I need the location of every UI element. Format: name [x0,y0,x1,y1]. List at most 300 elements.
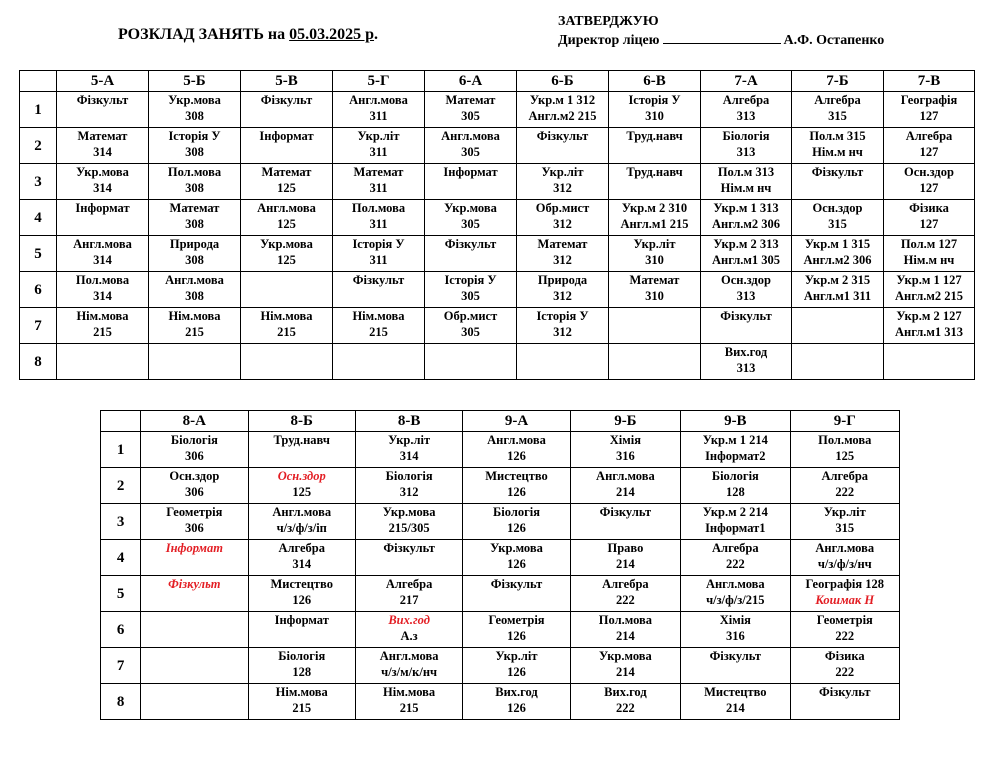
lesson-cell [681,576,790,612]
lesson-number: 5 [20,236,57,272]
subject-text: Мистецтво [485,469,548,483]
subject-text: Укр.м 1 127 [896,273,962,287]
class-header: 8-А [141,411,248,432]
room-text: А.з [400,629,418,643]
room-text: 308 [185,145,204,159]
room-text: 125 [835,449,855,463]
subject-text: Біологія [711,469,759,483]
room-text: Англ.м2 306 [711,217,781,231]
subject-text: Пол.м 315 [809,129,866,143]
subject-text: Фізкульт [536,129,589,143]
lesson-cell [884,92,975,128]
subject-text: Вих.год [495,685,538,699]
lesson-cell [463,648,570,684]
room-text: 125 [292,485,312,499]
subject-text: Фізкульт [709,649,762,663]
lesson-cell [609,164,701,200]
subject-text: Пол.м 127 [900,237,958,251]
lesson-cell [425,200,517,236]
lesson-number: 6 [20,272,57,308]
subject-text: Англ.мова [815,541,875,555]
lesson-row [20,236,975,272]
subject-text: Укр.мова [168,93,221,107]
subject-text: Англ.мова [257,201,316,215]
lesson-cell [570,684,680,720]
lesson-cell [149,308,241,344]
room-text: 308 [185,181,204,195]
subject-text: Укр.м 2 214 [702,505,768,519]
lesson-cell [517,92,609,128]
subject-text: Фізкульт [383,541,435,555]
subject-text: Природа [537,273,588,287]
room-text: 126 [507,485,526,499]
approve-label: ЗАТВЕРДЖУЮ [558,14,659,29]
lesson-cell [241,200,333,236]
lesson-row [20,308,975,344]
lesson-cell [517,164,609,200]
lesson-cell [141,612,248,648]
lesson-number: 2 [101,468,141,504]
subject-text: Фізкульт [168,577,221,591]
lesson-cell [248,468,355,504]
lesson-cell [57,164,149,200]
room-text: 305 [461,145,480,159]
room-text: 125 [277,217,296,231]
lesson-cell [884,236,975,272]
lesson-cell [884,308,975,344]
room-text: 126 [507,557,526,571]
title-text: РОЗКЛАД ЗАНЯТЬ на [118,26,286,43]
room-text: 315 [835,521,855,535]
lesson-cell [517,236,609,272]
subject-text: Труд.навч [626,165,683,179]
subject-text: Історія У [168,129,221,143]
room-text: 126 [507,701,526,715]
subject-text: Біологія [722,129,770,143]
lesson-cell [570,468,680,504]
lesson-cell [884,272,975,308]
lesson-cell [701,92,792,128]
subject-text: Фізкульт [76,93,129,107]
subject-text: Укр.м 2 127 [896,309,962,323]
room-text: 126 [292,593,312,607]
lesson-row [101,648,900,684]
lesson-cell [792,236,884,272]
subject-text: Алгебра [905,129,953,143]
lesson-number: 7 [101,648,141,684]
signature-line [663,31,781,44]
lesson-cell [701,236,792,272]
room-text: 308 [185,253,204,267]
lesson-cell [517,128,609,164]
subject-text: Осн.здор [169,469,220,483]
class-header: 6-Б [517,71,609,92]
subject-text: Інформат [165,541,223,555]
lesson-cell [141,504,248,540]
lesson-cell [57,236,149,272]
room-text: 127 [919,217,939,231]
room-text: 215 [93,325,112,339]
lesson-number: 1 [20,92,57,128]
room-text: 126 [507,521,526,535]
lesson-cell [149,272,241,308]
room-text: 305 [461,289,480,303]
room-text: 222 [835,629,855,643]
subject-text: Алгебра [814,93,861,107]
subject-text: Фізкульт [599,505,652,519]
lesson-cell [570,504,680,540]
room-text: 128 [292,665,312,679]
room-text: 314 [292,557,312,571]
subject-text: Укр.м 1 214 [702,433,768,447]
subject-text: Англ.мова [165,273,224,287]
subject-text: Природа [169,237,220,251]
subject-text: Укр.літ [495,649,538,663]
room-text: 311 [369,145,388,159]
subject-text: Фізкульт [444,237,497,251]
room-text: 215 [277,325,296,339]
subject-text: Пол.мова [75,273,130,287]
lesson-row [101,684,900,720]
subject-text: Пол.м 313 [717,165,775,179]
lesson-cell [609,308,701,344]
room-text: 314 [93,253,112,267]
room-text: 306 [184,449,204,463]
subject-text: Нім.мова [168,309,221,323]
subject-text: Нім.мова [76,309,129,323]
class-header: 5-А [57,71,149,92]
room-text: 305 [461,109,480,123]
lesson-cell [790,612,899,648]
room-text: 315 [828,109,847,123]
lesson-cell [355,576,462,612]
subject-text: Англ.мова [487,433,546,447]
lesson-cell [248,432,355,468]
room-text: 127 [919,109,939,123]
lesson-cell [681,504,790,540]
lesson-cell [681,540,790,576]
lesson-cell [241,92,333,128]
lesson-cell [425,236,517,272]
room-text: 308 [185,289,204,303]
schedule-date: 05.03.2025 р [289,26,375,43]
lesson-cell [149,128,241,164]
room-text: ч/з/ф/з/нч [817,557,872,571]
room-text: 127 [919,181,939,195]
subject-text: Укр.мова [260,237,313,251]
lesson-cell [425,128,517,164]
lesson-cell [57,200,149,236]
lesson-cell [570,648,680,684]
lesson-cell [463,612,570,648]
subject-text: Англ.мова [272,505,332,519]
room-text: Нім.м нч [903,253,955,267]
room-text: 222 [835,665,855,679]
room-text: 126 [507,629,526,643]
class-header: 6-В [609,71,701,92]
room-text: 311 [369,181,388,195]
subject-text: Укр.м 2 310 [621,201,688,215]
lesson-cell [609,236,701,272]
lesson-cell [248,684,355,720]
room-text: ч/з/ф/з/іп [276,521,327,535]
room-text: 128 [725,485,745,499]
room-text: Нім.м нч [720,181,772,195]
lesson-cell [425,272,517,308]
lesson-cell [57,92,149,128]
room-text: 308 [185,109,204,123]
subject-text: Історія У [536,309,589,323]
room-text: 222 [616,701,635,715]
room-text: 126 [507,449,526,463]
lesson-row [20,200,975,236]
class-header: 8-Б [248,411,355,432]
subject-text: Алгебра [278,541,325,555]
lesson-cell [681,684,790,720]
subject-text: Географія 128 [805,577,884,591]
lesson-row [101,504,900,540]
subject-text: Математ [445,93,496,107]
lesson-row [20,344,975,380]
room-text: Кошмак Н [815,593,875,607]
lesson-cell [248,504,355,540]
lesson-cell [141,540,248,576]
lesson-cell [241,236,333,272]
room-text: 310 [645,109,664,123]
subject-text: Хімія [609,433,642,447]
subject-text: Пол.мова [818,433,872,447]
corner-cell [20,71,57,92]
room-text: 214 [725,701,745,715]
subject-text: Математ [169,201,220,215]
room-text: Нім.м нч [812,145,863,159]
room-text: 125 [277,181,296,195]
schedule-table-5-7 [19,70,975,380]
subject-text: Укр.мова [382,505,436,519]
subject-text: Англ.мова [73,237,132,251]
subject-text: Математ [629,273,680,287]
room-text: 310 [645,289,664,303]
lesson-row [101,540,900,576]
subject-text: Укр.м 2 313 [713,237,779,251]
lesson-cell [701,308,792,344]
room-text: 215 [185,325,204,339]
lesson-number: 3 [20,164,57,200]
lesson-cell [333,272,425,308]
lesson-cell [517,272,609,308]
room-text: 215/305 [388,521,430,535]
lesson-cell [57,128,149,164]
room-text: 306 [184,485,204,499]
subject-text: Вих.год [724,345,768,359]
room-text: ч/з/ф/з/215 [706,593,765,607]
lesson-cell [355,612,462,648]
room-text: 316 [616,449,635,463]
class-header: 7-В [884,71,975,92]
room-text: 313 [736,289,756,303]
subject-text: Фізика [909,201,949,215]
subject-text: Хімія [719,613,751,627]
lesson-row [20,272,975,308]
lesson-cell [425,164,517,200]
class-header: 7-А [701,71,792,92]
class-header: 6-А [425,71,517,92]
lesson-row [101,612,900,648]
subject-text: Укр.літ [388,433,431,447]
lesson-cell [570,540,680,576]
lesson-cell [355,684,462,720]
lesson-cell [609,272,701,308]
room-text: 215 [369,325,388,339]
room-text: 214 [616,557,635,571]
lesson-cell [141,432,248,468]
lesson-cell [355,468,462,504]
lesson-row [101,468,900,504]
lesson-cell [517,344,609,380]
subject-text: Фізкульт [352,273,405,287]
lesson-cell [792,164,884,200]
subject-text: Труд.навч [273,433,330,447]
room-text: 314 [93,181,112,195]
lesson-cell [792,344,884,380]
class-header: 8-В [355,411,462,432]
room-text: Англ.м2 215 [894,289,964,303]
schedule-title [118,26,378,44]
subject-text: Геометрія [488,613,545,627]
room-text: Англ.м1 305 [711,253,781,267]
subject-text: Біологія [278,649,326,663]
class-header: 9-В [681,411,790,432]
room-text: 222 [835,485,855,499]
lesson-cell [792,92,884,128]
lesson-cell [884,200,975,236]
lesson-cell [425,344,517,380]
lesson-cell [790,576,899,612]
lesson-number: 5 [101,576,141,612]
lesson-cell [701,272,792,308]
lesson-number: 4 [20,200,57,236]
lesson-cell [790,504,899,540]
lesson-row [20,164,975,200]
lesson-number: 1 [101,432,141,468]
subject-text: Укр.м 2 315 [804,273,871,287]
subject-text: Осн.здор [812,201,863,215]
lesson-cell [248,576,355,612]
lesson-cell [884,128,975,164]
subject-text: Нім.мова [383,685,436,699]
lesson-cell [149,164,241,200]
room-text: 312 [553,217,572,231]
lesson-cell [149,344,241,380]
lesson-cell [149,92,241,128]
room-text: 217 [399,593,419,607]
subject-text: Укр.м 1 315 [804,237,871,251]
lesson-cell [241,272,333,308]
lesson-cell [333,92,425,128]
lesson-cell [570,576,680,612]
subject-text: Історія У [628,93,681,107]
room-text: 214 [616,665,635,679]
lesson-cell [884,344,975,380]
subject-text: Укр.літ [541,165,584,179]
lesson-cell [333,344,425,380]
lesson-cell [57,308,149,344]
lesson-cell [141,684,248,720]
subject-text: Алгебра [722,93,770,107]
subject-text: Алгебра [385,577,433,591]
subject-text: Вих.год [388,613,430,627]
room-text: 215 [292,701,312,715]
subject-text: Осн.здор [721,273,771,287]
lesson-cell [701,344,792,380]
subject-text: Біологія [170,433,218,447]
subject-text: Фізкульт [819,685,871,699]
subject-text: Труд.навч [626,129,683,143]
room-text: Англ.м1 313 [894,325,964,339]
lesson-cell [701,164,792,200]
subject-text: Осн.здор [277,469,326,483]
room-text: 312 [399,485,419,499]
lesson-cell [241,164,333,200]
subject-text: Історія У [352,237,405,251]
subject-text: Фізкульт [811,165,864,179]
subject-text: Нім.мова [275,685,328,699]
lesson-number: 7 [20,308,57,344]
lesson-cell [463,432,570,468]
lesson-cell [609,200,701,236]
lesson-cell [463,504,570,540]
subject-text: Біологія [385,469,433,483]
subject-text: Англ.мова [349,93,408,107]
subject-text: Фізика [824,649,865,663]
lesson-row [101,576,900,612]
lesson-cell [517,308,609,344]
room-text: 308 [185,217,204,231]
lesson-cell [333,128,425,164]
lesson-cell [241,128,333,164]
room-text: 214 [616,629,635,643]
room-text: Інформат1 [705,521,766,535]
subject-text: Пол.мова [598,613,653,627]
subject-text: Укр.літ [633,237,676,251]
approval-block [558,12,884,50]
lesson-cell [141,648,248,684]
room-text: 125 [277,253,296,267]
room-text: 311 [369,217,388,231]
class-header: 5-Б [149,71,241,92]
subject-text: Історія У [444,273,497,287]
subject-text: Обр.мист [443,309,498,323]
room-text: 310 [645,253,664,267]
subject-text: Алгебра [602,577,649,591]
subject-text: Пол.мова [167,165,222,179]
lesson-row [20,92,975,128]
room-text: 315 [828,217,847,231]
room-text: 312 [553,325,572,339]
subject-text: Географія [900,93,958,107]
director-line [558,31,884,50]
lesson-cell [884,164,975,200]
subject-text: Геометрія [166,505,223,519]
lesson-cell [790,432,899,468]
subject-text: Біологія [493,505,540,519]
room-text: 215 [399,701,419,715]
subject-text: Англ.мова [379,649,439,663]
room-text: 306 [184,521,204,535]
subject-text: Укр.мова [76,165,129,179]
director-name: А.Ф. Остапенко [783,33,885,48]
room-text: Англ.м2 215 [528,109,597,123]
